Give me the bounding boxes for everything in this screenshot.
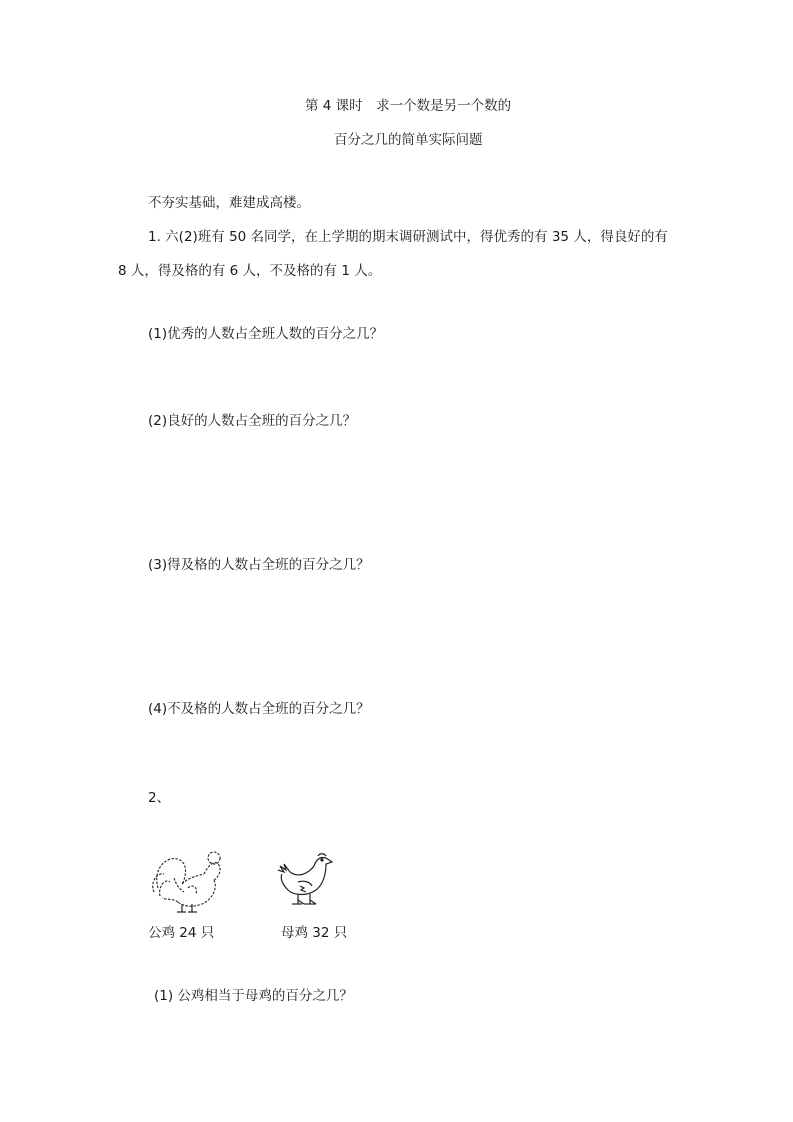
problem-2-number: 2、 bbox=[148, 790, 171, 806]
title-line-2: 百分之几的简单实际问题 bbox=[334, 132, 483, 148]
title-line-1: 第 4 课时 求一个数是另一个数的 bbox=[305, 98, 512, 114]
hen-caption: 母鸡 32 只 bbox=[281, 925, 348, 941]
question-2-1: (1) 公鸡相当于母鸡的百分之几？ bbox=[154, 988, 353, 1004]
question-1-2: (2)良好的人数占全班的百分之几？ bbox=[148, 413, 357, 429]
problem-1-line-2: 8 人，得及格的有 6 人，不及格的有 1 人。 bbox=[118, 263, 382, 279]
question-1-4: (4)不及格的人数占全班的百分之几？ bbox=[148, 701, 370, 717]
intro-motto: 不夯实基础，难建成高楼。 bbox=[148, 195, 310, 211]
question-1-1: (1)优秀的人数占全班人数的百分之几？ bbox=[148, 326, 384, 342]
rooster-icon bbox=[148, 848, 228, 914]
problem-1-line-1: 1. 六(2)班有 50 名同学，在上学期的期末调研测试中，得优秀的有 35 人，得良好的有 bbox=[148, 229, 668, 245]
question-1-3: (3)得及格的人数占全班的百分之几？ bbox=[148, 557, 370, 573]
rooster-caption: 公鸡 24 只 bbox=[148, 925, 215, 941]
hen-icon bbox=[274, 850, 338, 910]
